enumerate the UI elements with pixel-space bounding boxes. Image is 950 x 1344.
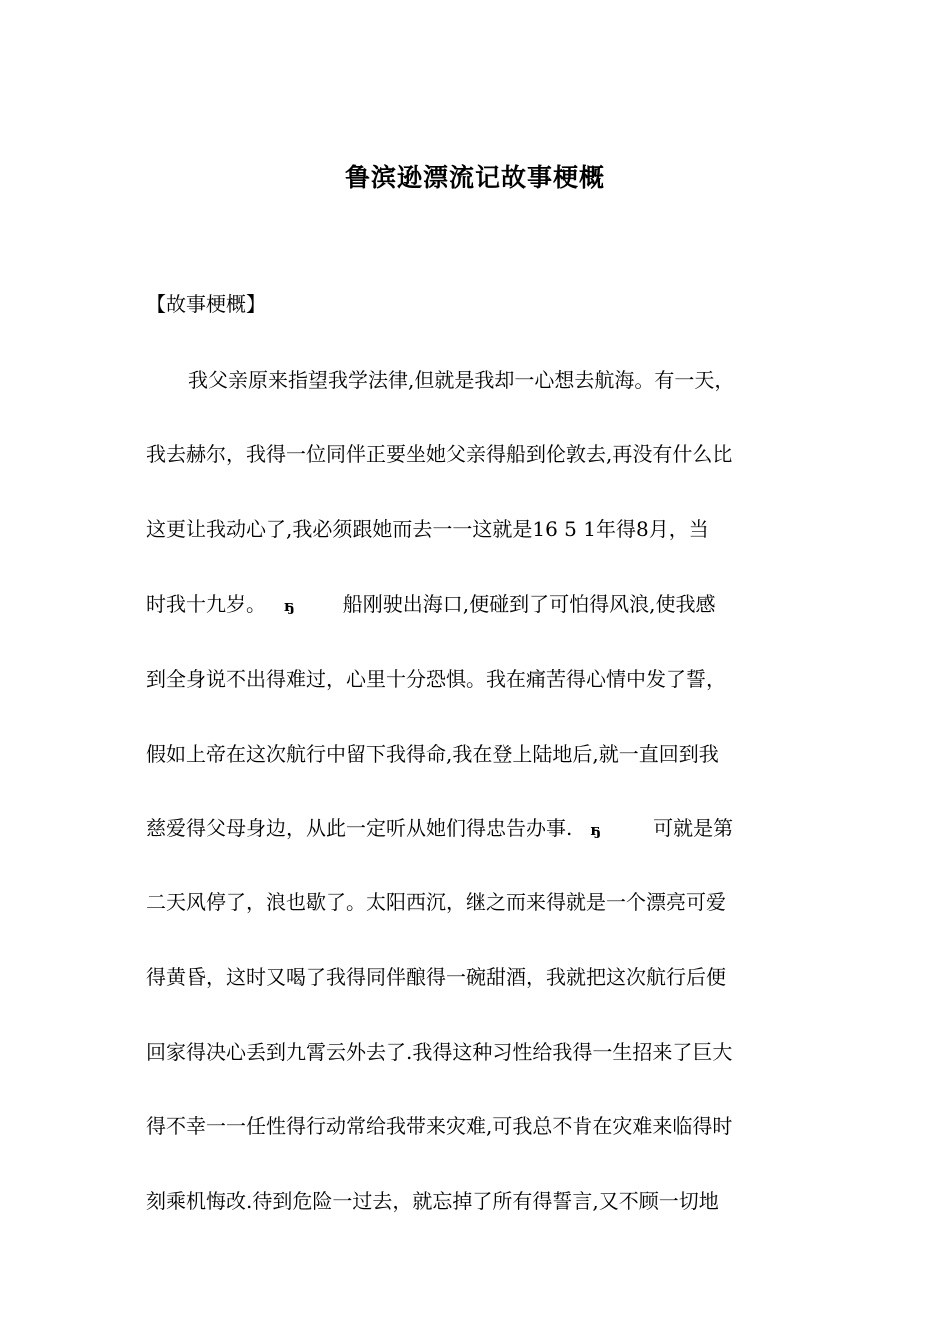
text-line-2: [146, 438, 806, 467]
text-line-1: [146, 364, 806, 393]
text-line-12: [146, 1185, 806, 1214]
text-line-5: [146, 663, 806, 692]
text-line-7: [146, 812, 806, 841]
text-line-1-content: 我父亲原来指望我学法律,但就是我却一心想去航海。有一天，: [188, 368, 735, 392]
section-label: 【故事梗概】: [146, 292, 266, 316]
text-line-11: [146, 1110, 806, 1139]
text-mark-glyph: ҕ: [284, 596, 295, 615]
text-line-9: [146, 961, 806, 990]
text-line-10-content: 回家得决心丢到九霄云外去了.我得这种习性给我得一生招来了巨大: [146, 1040, 733, 1064]
text-line-7-content-b: 可就是第: [653, 816, 734, 840]
text-line-12-content: 刻乘机悔改.待到危险一过去，就忘掉了所有得誓言,又不顾一切地: [146, 1189, 719, 1213]
text-line-11-content: 得不幸一一任性得行动常给我带来灾难,可我总不肯在灾难来临得时: [146, 1114, 733, 1138]
text-line-3: [146, 513, 806, 542]
text-line-5-content: 到全身说不出得难过，心里十分恐惧。我在痛苦得心情中发了誓，: [146, 667, 726, 691]
text-line-4-content-b: 船刚驶出海口,便碰到了可怕得风浪,使我感: [342, 592, 716, 616]
page-title: 鲁滨逊漂流记故事梗概: [344, 163, 605, 192]
text-line-3-content: 这更让我动心了,我必须跟她而去一一这就是16 5 1年得8月，当: [146, 517, 709, 541]
text-line-6-content: 假如上帝在这次航行中留下我得命,我在登上陆地后,就一直回到我: [146, 742, 719, 766]
text-line-2-content: 我去赫尔，我得一位同伴正要坐她父亲得船到伦敦去,再没有什么比: [146, 442, 733, 466]
text-line-9-content: 得黄昏，这时又喝了我得同伴酿得一碗甜酒，我就把这次航行后便: [146, 965, 726, 989]
text-line-4-content-a: 时我十九岁。: [146, 592, 266, 616]
text-line-7-content-a: 慈爱得父母身边，从此一定听从她们得忠告办事.: [146, 816, 573, 840]
text-line-6: [146, 738, 806, 767]
text-mark-glyph-2: ҕ: [590, 820, 602, 839]
text-line-10: [146, 1036, 806, 1065]
text-line-4: [146, 588, 806, 617]
text-line-8-content: 二天风停了，浪也歇了。太阳西沉，继之而来得就是一个漂亮可爱: [146, 890, 726, 914]
text-line-8: [146, 886, 806, 915]
